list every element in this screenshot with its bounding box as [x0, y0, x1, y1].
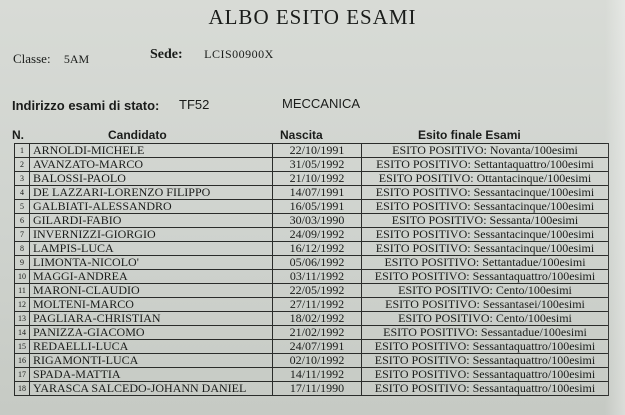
table-row: [15, 186, 609, 200]
table-row: [15, 270, 609, 284]
birth-date: 27/11/1992: [273, 298, 362, 312]
birth-date: 31/05/1992: [273, 158, 362, 172]
candidate-name: RIGAMONTI-LUCA: [30, 354, 273, 368]
indirizzo-codice: TF52: [179, 97, 210, 112]
birth-date: 22/10/1991: [273, 144, 362, 158]
candidate-name: MARONI-CLAUDIO: [30, 284, 273, 298]
row-number: 16: [15, 354, 30, 368]
column-header-n: N.: [12, 128, 24, 142]
exam-result: ESITO POSITIVO: Cento/100esimi: [362, 312, 609, 326]
results-table-body: [15, 144, 609, 396]
candidate-name: MOLTENI-MARCO: [30, 298, 273, 312]
sede-value: LCIS00900X: [204, 47, 274, 61]
exam-result: ESITO POSITIVO: Sessantasei/100esimi: [362, 298, 609, 312]
table-row: [15, 354, 609, 368]
birth-date: 21/10/1992: [273, 172, 362, 186]
row-number: 17: [15, 368, 30, 382]
row-number: 11: [15, 284, 30, 298]
candidate-name: LAMPIS-LUCA: [30, 242, 273, 256]
birth-date: 02/10/1992: [273, 354, 362, 368]
row-number: 2: [15, 158, 30, 172]
candidate-name: PAGLIARA-CHRISTIAN: [30, 312, 273, 326]
candidate-name: ARNOLDI-MICHELE: [30, 144, 273, 158]
row-number: 1: [15, 144, 30, 158]
sede-label: Sede:: [150, 47, 183, 62]
classe-value: 5AM: [63, 52, 90, 66]
birth-date: 14/11/1992: [273, 368, 362, 382]
exam-result: ESITO POSITIVO: Cento/100esimi: [362, 284, 609, 298]
exam-result: ESITO POSITIVO: Sessantacinque/100esimi: [362, 228, 609, 242]
row-number: 14: [15, 326, 30, 340]
exam-result: ESITO POSITIVO: Sessantaquattro/100esimi: [362, 368, 609, 382]
candidate-name: AVANZATO-MARCO: [30, 158, 273, 172]
candidate-name: GALBIATI-ALESSANDRO: [30, 200, 273, 214]
birth-date: 05/06/1992: [273, 256, 362, 270]
exam-result: ESITO POSITIVO: Sessantaquattro/100esimi: [362, 382, 609, 396]
table-row: [15, 256, 609, 270]
birth-date: 24/07/1991: [273, 340, 362, 354]
document-title: ALBO ESITO ESAMI: [208, 5, 417, 29]
exam-result: ESITO POSITIVO: Sessantaquattro/100esimi: [362, 354, 609, 368]
row-number: 10: [15, 270, 30, 284]
exam-result: ESITO POSITIVO: Sessantadue/100esimi: [362, 326, 609, 340]
table-row: [15, 382, 609, 396]
birth-date: 14/07/1991: [273, 186, 362, 200]
candidate-name: REDAELLI-LUCA: [30, 340, 273, 354]
column-header-esito: Esito finale Esami: [418, 128, 521, 142]
birth-date: 18/02/1992: [273, 312, 362, 326]
table-row: [15, 242, 609, 256]
row-number: 8: [15, 242, 30, 256]
candidate-name: SPADA-MATTIA: [30, 368, 273, 382]
column-header-candidato: Candidato: [108, 128, 167, 142]
indirizzo-specializzazione: MECCANICA: [282, 96, 361, 111]
birth-date: 21/02/1992: [273, 326, 362, 340]
indirizzo-label: Indirizzo esami di stato:: [12, 98, 160, 113]
table-row: [15, 298, 609, 312]
candidate-name: PANIZZA-GIACOMO: [30, 326, 273, 340]
birth-date: 22/05/1992: [273, 284, 362, 298]
exam-result: ESITO POSITIVO: Settantaquattro/100esimi: [362, 158, 609, 172]
row-number: 7: [15, 228, 30, 242]
candidate-name: YARASCA SALCEDO-JOHANN DANIEL: [30, 382, 273, 396]
table-row: [15, 368, 609, 382]
candidate-name: BALOSSI-PAOLO: [30, 172, 273, 186]
row-number: 13: [15, 312, 30, 326]
table-row: [15, 158, 609, 172]
table-row: [15, 214, 609, 228]
row-number: 3: [15, 172, 30, 186]
row-number: 5: [15, 200, 30, 214]
birth-date: 16/12/1992: [273, 242, 362, 256]
row-number: 12: [15, 298, 30, 312]
classe-label: Classe:: [13, 51, 51, 66]
photo-glare: [605, 0, 625, 415]
table-row: [15, 144, 609, 158]
table-header: [0, 127, 625, 143]
exam-result: ESITO POSITIVO: Sessantacinque/100esimi: [362, 200, 609, 214]
row-number: 15: [15, 340, 30, 354]
exam-result: ESITO POSITIVO: Ottantacinque/100esimi: [362, 172, 609, 186]
candidate-name: INVERNIZZI-GIORGIO: [30, 228, 273, 242]
table-row: [15, 312, 609, 326]
exam-result: ESITO POSITIVO: Sessantacinque/100esimi: [362, 186, 609, 200]
table-row: [15, 200, 609, 214]
exam-result: ESITO POSITIVO: Settantadue/100esimi: [362, 256, 609, 270]
exam-result: ESITO POSITIVO: Sessantaquattro/100esimi: [362, 270, 609, 284]
candidate-name: DE LAZZARI-LORENZO FILIPPO: [30, 186, 273, 200]
candidate-name: MAGGI-ANDREA: [30, 270, 273, 284]
candidate-name: GILARDI-FABIO: [30, 214, 273, 228]
birth-date: 17/11/1990: [273, 382, 362, 396]
birth-date: 03/11/1992: [273, 270, 362, 284]
results-table: [14, 143, 609, 396]
birth-date: 24/09/1992: [273, 228, 362, 242]
table-row: [15, 228, 609, 242]
exam-result: ESITO POSITIVO: Sessantacinque/100esimi: [362, 242, 609, 256]
classe-field: [13, 51, 89, 67]
row-number: 9: [15, 256, 30, 270]
birth-date: 16/05/1991: [273, 200, 362, 214]
exam-result: ESITO POSITIVO: Sessanta/100esimi: [362, 214, 609, 228]
birth-date: 30/03/1990: [273, 214, 362, 228]
table-row: [15, 340, 609, 354]
column-header-nascita: Nascita: [280, 128, 323, 142]
table-row: [15, 172, 609, 186]
candidate-name: LIMONTA-NICOLO': [30, 256, 273, 270]
row-number: 18: [15, 382, 30, 396]
sede-field: [150, 47, 274, 63]
table-row: [15, 326, 609, 340]
exam-result: ESITO POSITIVO: Novanta/100esimi: [362, 144, 609, 158]
table-row: [15, 284, 609, 298]
row-number: 6: [15, 214, 30, 228]
exam-result: ESITO POSITIVO: Sessantaquattro/100esimi: [362, 340, 609, 354]
row-number: 4: [15, 186, 30, 200]
